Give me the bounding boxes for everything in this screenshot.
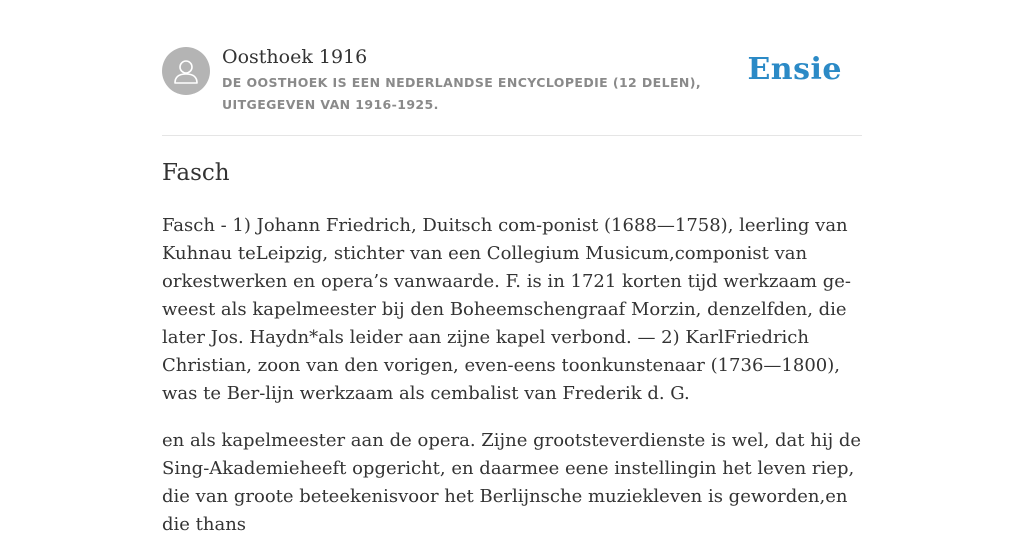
article-body [162,212,862,558]
ensie-logo[interactable]: Ensie [747,52,842,87]
source-description: DE OOSTHOEK IS EEN NEDERLANDSE ENCYCLOPEDIE (12 DELEN), UITGEGEVEN VAN 1916-1925. [222,75,702,112]
page-container [162,0,862,535]
article-paragraph: en als kapelmeester aan de opera. Zijne grootsteverdienste is wel, dat hij de Sing-Akademieheeft opgericht, en daarmee eene instellingin het leven riep, die van groote beteekenisvoor het Berlijnsche muziekleven is geworden,en die thans [162,430,862,535]
page-title: Fasch [162,160,230,186]
source-title[interactable]: Oosthoek 1916 [222,46,368,68]
article-paragraph: Fasch - 1) Johann Friedrich, Duitsch com-ponist (1688—1758), leerling van Kuhnau teLeipzig, stichter van een Collegium Musicum,componist van orkestwerken en opera’s vanwaarde. F. is in 1721 korten tijd werkzaam ge-weest als kapelmeester bij den Boheemschengraaf Morzin, denzelfden, die later Jos. Haydn*als leider aan zijne kapel verbond. — 2) KarlFriedrich Christian, zoon van den vorigen, even-eens toonkunstenaar (1736—1800), was te Ber-lijn werkzaam als cembalist van Frederik d. G. [162,215,851,404]
source-header [162,0,862,136]
user-icon [171,56,201,86]
avatar[interactable] [162,47,210,95]
